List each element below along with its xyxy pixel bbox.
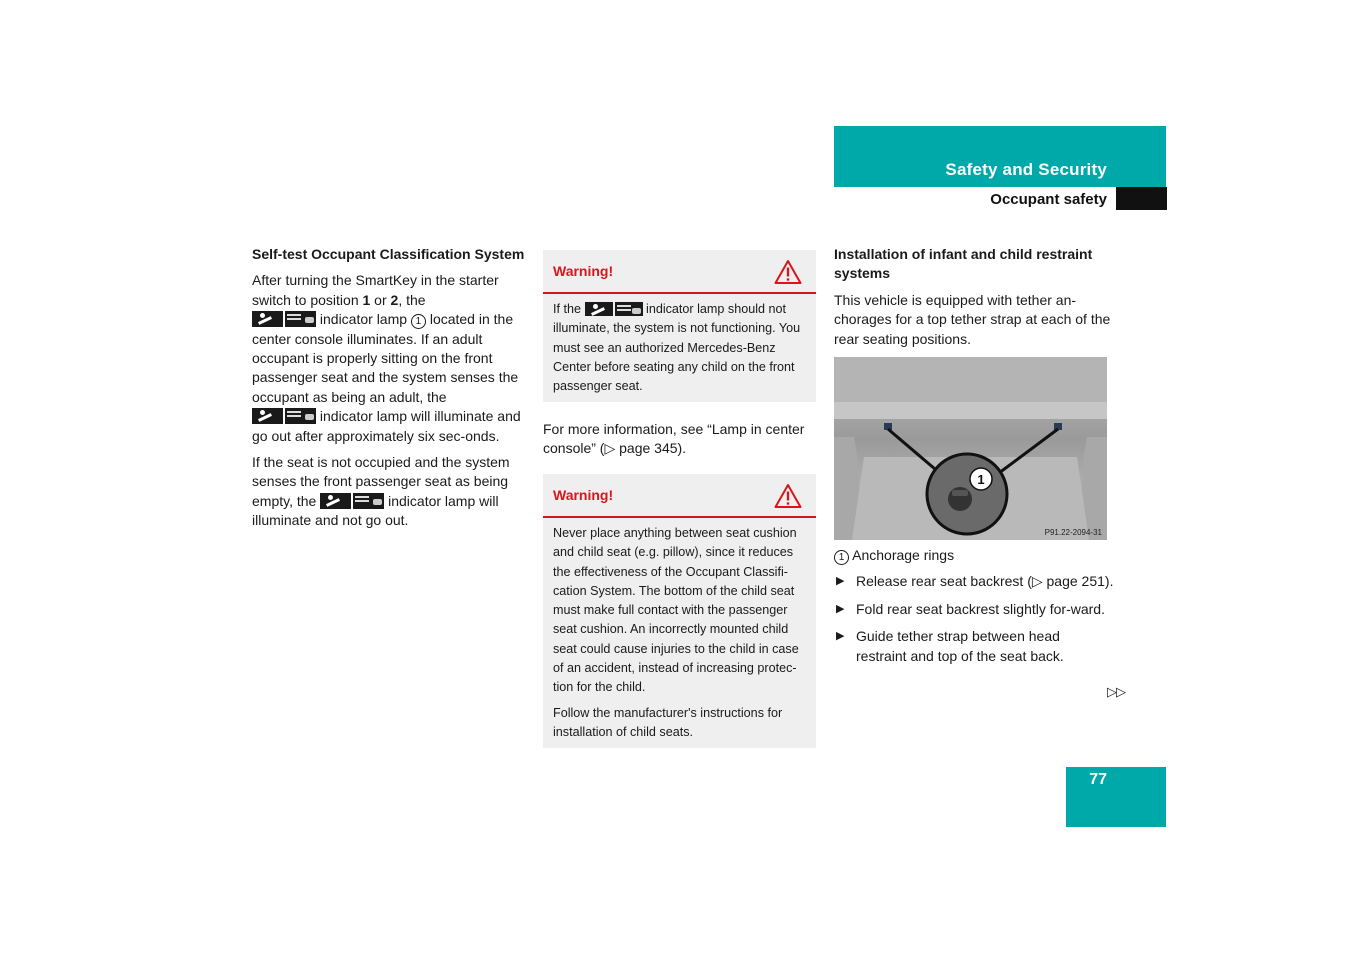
bullet-triangle-icon: ▶ bbox=[836, 630, 845, 643]
child-restraint-intro: This vehicle is equipped with tether an-chorages for a top tether strap at each of the rear seating positions. bbox=[834, 291, 1111, 347]
pass-airbag-off-indicator-icon bbox=[585, 302, 643, 316]
bullet-triangle-icon: ▶ bbox=[836, 602, 845, 615]
section-header bbox=[834, 126, 1166, 187]
self-test-paragraph-2: If the seat is not occupied and the system senses the front passenger seat as being empty, the indicator lamp will illuminate and not go out. bbox=[252, 454, 510, 529]
self-test-heading: Self-test Occupant Classification System bbox=[252, 246, 525, 262]
warning-box-2 bbox=[543, 474, 816, 748]
callout-1: 1 bbox=[834, 550, 849, 565]
warning-box-1 bbox=[543, 250, 816, 402]
page-number-box bbox=[1066, 767, 1166, 827]
child-restraint-heading: Installation of infant and child restraint systems bbox=[834, 246, 1093, 282]
bullet-triangle-icon: ▶ bbox=[836, 575, 845, 588]
warning-title: Warning! bbox=[553, 487, 614, 503]
page-number: 77 bbox=[1089, 771, 1107, 788]
warning-triangle-icon bbox=[774, 259, 802, 285]
continued-arrow-icon: ▷▷ bbox=[1107, 684, 1125, 699]
warning-body: If the indicator lamp should not illuminate, the system is not functioning. You must see an authorized Mercedes-Benz Center before seating any child on the front passenger seat. bbox=[553, 302, 801, 394]
step-item: ▶ Guide tether strap between head restraint and top of the seat back. bbox=[836, 628, 1064, 664]
pass-airbag-off-indicator-icon bbox=[252, 311, 316, 327]
figure-legend: 1 Anchorage rings bbox=[834, 546, 1114, 565]
warning-header bbox=[543, 474, 816, 518]
child-restraint-section bbox=[834, 245, 1114, 674]
warning-paragraph: Never place anything between seat cushion and child seat (e.g. pillow), since it reduces the effectiveness of the Occupant Classifi-cation System. The bottom of the child seat must make full contact with the passenger seat cushion. An incorrectly mounted child seat could cause injuries to the child in case of an accident, instead of increasing protec-tion for the child. bbox=[553, 526, 799, 695]
warning-triangle-icon bbox=[774, 483, 802, 509]
subsection-title: Occupant safety bbox=[990, 191, 1107, 208]
step-item: ▶ Release rear seat backrest (▷ page 251). bbox=[834, 572, 1114, 591]
more-info-text: For more information, see “Lamp in center console” (▷ page 345). bbox=[543, 421, 805, 457]
warning-body bbox=[543, 518, 816, 742]
figure-code: P91.22-2094-31 bbox=[1044, 528, 1102, 538]
warning-title: Warning! bbox=[553, 263, 614, 279]
section-title: Safety and Security bbox=[945, 160, 1107, 179]
pass-airbag-off-indicator-icon bbox=[320, 493, 384, 509]
section-tab-marker bbox=[1116, 187, 1167, 210]
step-item: ▶ Fold rear seat backrest slightly for-ward. bbox=[834, 600, 1114, 619]
figure-callout-1: 1 bbox=[977, 472, 985, 488]
warning-paragraph: Follow the manufacturer's instructions for installation of child seats. bbox=[553, 705, 783, 739]
anchorage-rings-photo bbox=[834, 357, 1107, 540]
callout-1: 1 bbox=[411, 314, 426, 329]
pass-airbag-off-indicator-icon bbox=[252, 408, 316, 424]
self-test-section bbox=[252, 245, 527, 538]
warning-header bbox=[543, 250, 816, 294]
self-test-paragraph-1: After turning the SmartKey in the starter switch to position 1 or 2, the indicator lamp 1 located in the center console illuminates. If an adult occupant is properly sitting on the front passenger seat and the system senses the occupant as being an adult, the indicator lamp will illuminate and go out after approximately six sec-onds. bbox=[252, 272, 521, 444]
